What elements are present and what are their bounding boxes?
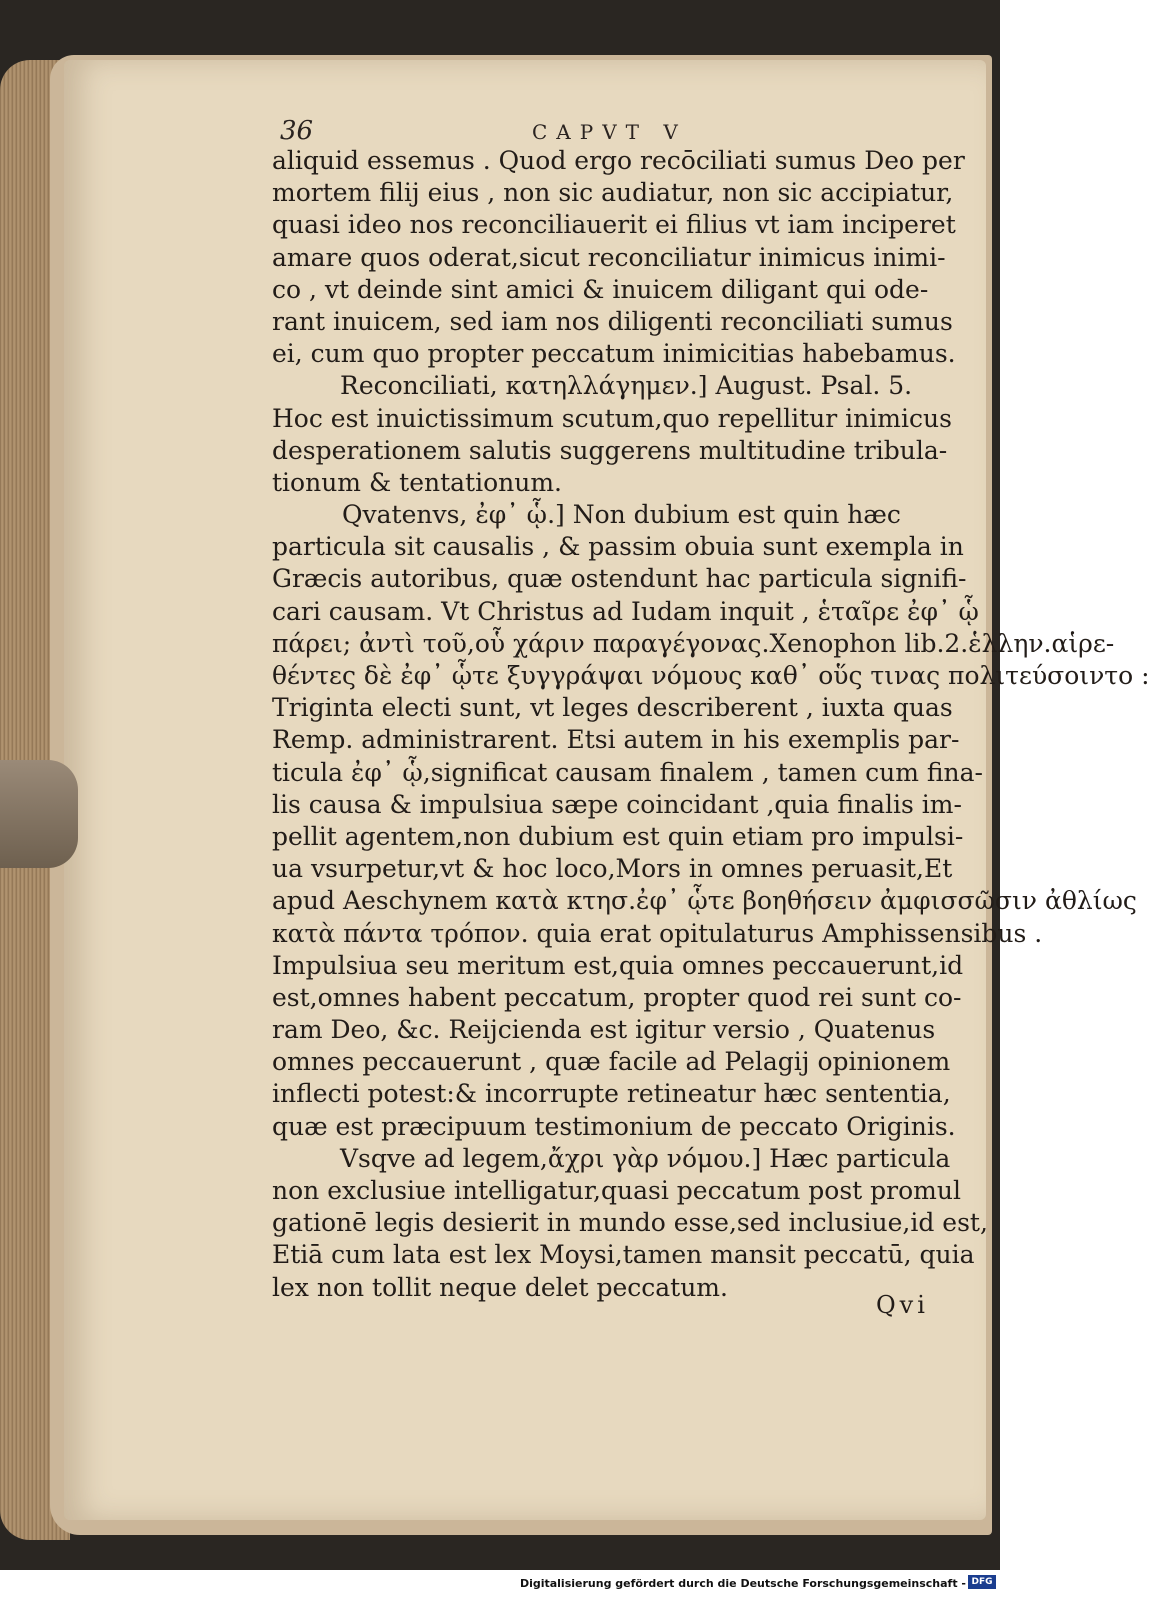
text-line: apud Aeschynem κατὰ κτησ.ἐφ᾽ ᾧτε βοηθήσειν ἀμφισσῶσιν ἀθλίως — [272, 886, 1137, 916]
text-line: mortem filij eius , non sic audiatur, non sic accipiatur, — [272, 178, 954, 208]
text-block — [272, 145, 1150, 1304]
text-line: θέντες δὲ ἐφ᾽ ᾧτε ξυγγράψαι νόμους καθ᾽ οὕς τινας πολιτεύσοιντο : — [272, 661, 1150, 690]
text-line: Triginta electi sunt, vt leges describerent , iuxta quas — [272, 693, 953, 723]
page-clip — [0, 760, 78, 868]
text-line: Græcis autoribus, quæ ostendunt hac particula signifi- — [272, 564, 967, 594]
running-head: CAPVT V — [532, 120, 687, 144]
text-line: ticula ἐφ᾽ ᾧ,significat causam finalem , tamen cum fina- — [272, 757, 983, 787]
lemma-line: Vsqve ad legem,ἄχρι γὰρ νόμου.] Hæc particula — [340, 1143, 951, 1173]
text-line: inflecti potest:& incorrupte retineatur hæc sententia, — [272, 1079, 951, 1109]
text-line: aliquid essemus . Quod ergo recōciliati sumus Deo per — [272, 146, 965, 175]
text-line: particula sit causalis , & passim obuia sunt exempla in — [272, 532, 964, 562]
page-number: 36 — [280, 116, 314, 146]
text-line: rant inuicem, sed iam nos diligenti reconciliati sumus — [272, 306, 953, 336]
text-line: desperationem salutis suggerens multitudine tribula- — [272, 435, 948, 465]
text-line: gationē legis desierit in mundo esse,sed inclusiue,id est, — [272, 1208, 988, 1238]
footer-credit: Digitalisierung gefördert durch die Deutsche Forschungsgemeinschaft - — [519, 1577, 966, 1590]
text-line: lex non tollit neque delet peccatum. — [272, 1272, 728, 1302]
footer-bar — [0, 1570, 1000, 1600]
text-line: quæ est præcipuum testimonium de peccato Originis. — [272, 1111, 956, 1141]
text-line: co , vt deinde sint amici & inuicem diligant qui ode- — [272, 274, 929, 304]
text-line: κατὰ πάντα τρόπον. quia erat opitulaturus Amphissensibus . — [272, 918, 1043, 948]
lemma-line: Qvatenvs, ἐφ᾽ ᾧ.] Non dubium est quin hæc — [342, 500, 901, 530]
text-line: πάρει; ἀντὶ τοῦ,οὗ χάριν παραγέγονας.Xenophon lib.2.ἑλλην.αἱρε- — [272, 628, 1115, 658]
text-line: cari causam. Vt Christus ad Iudam inquit , ἑταῖρε ἐφ᾽ ᾧ — [272, 596, 979, 626]
text-line: pellit agentem,non dubium est quin etiam pro impulsi- — [272, 821, 964, 851]
text-line: ei, cum quo propter peccatum inimicitias habebamus. — [272, 339, 956, 369]
lemma-line: Reconciliati, κατηλλάγημεν.] August. Psal. 5. — [340, 371, 913, 401]
text-line: Etiā cum lata est lex Moysi,tamen mansit peccatū, quia — [272, 1240, 975, 1270]
text-line: omnes peccauerunt , quæ facile ad Pelagij opinionem — [272, 1047, 951, 1077]
text-line: Remp. administrarent. Etsi autem in his exemplis par- — [272, 725, 960, 755]
dfg-logo: DFG — [968, 1575, 996, 1589]
text-line: est,omnes habent peccatum, propter quod rei sunt co- — [272, 982, 962, 1012]
catchword: Qvi — [876, 1291, 929, 1319]
text-line: ram Deo, &c. Reijcienda est igitur versio , Quatenus — [272, 1015, 936, 1045]
text-line: Impulsiua seu meritum est,quia omnes peccauerunt,id — [272, 950, 964, 980]
text-line: Hoc est inuictissimum scutum,quo repellitur inimicus — [272, 403, 952, 433]
text-line: amare quos oderat,sicut reconciliatur inimicus inimi- — [272, 242, 946, 272]
text-line: lis causa & impulsiua sæpe coincidant ,quia finalis im- — [272, 789, 962, 819]
text-line: quasi ideo nos reconciliauerit ei filius vt iam inciperet — [272, 210, 956, 240]
text-line: tionum & tentationum. — [272, 467, 562, 497]
text-line: ua vsurpetur,vt & hoc loco,Mors in omnes peruasit,Et — [272, 854, 953, 884]
text-line: non exclusiue intelligatur,quasi peccatum post promul — [272, 1176, 961, 1205]
